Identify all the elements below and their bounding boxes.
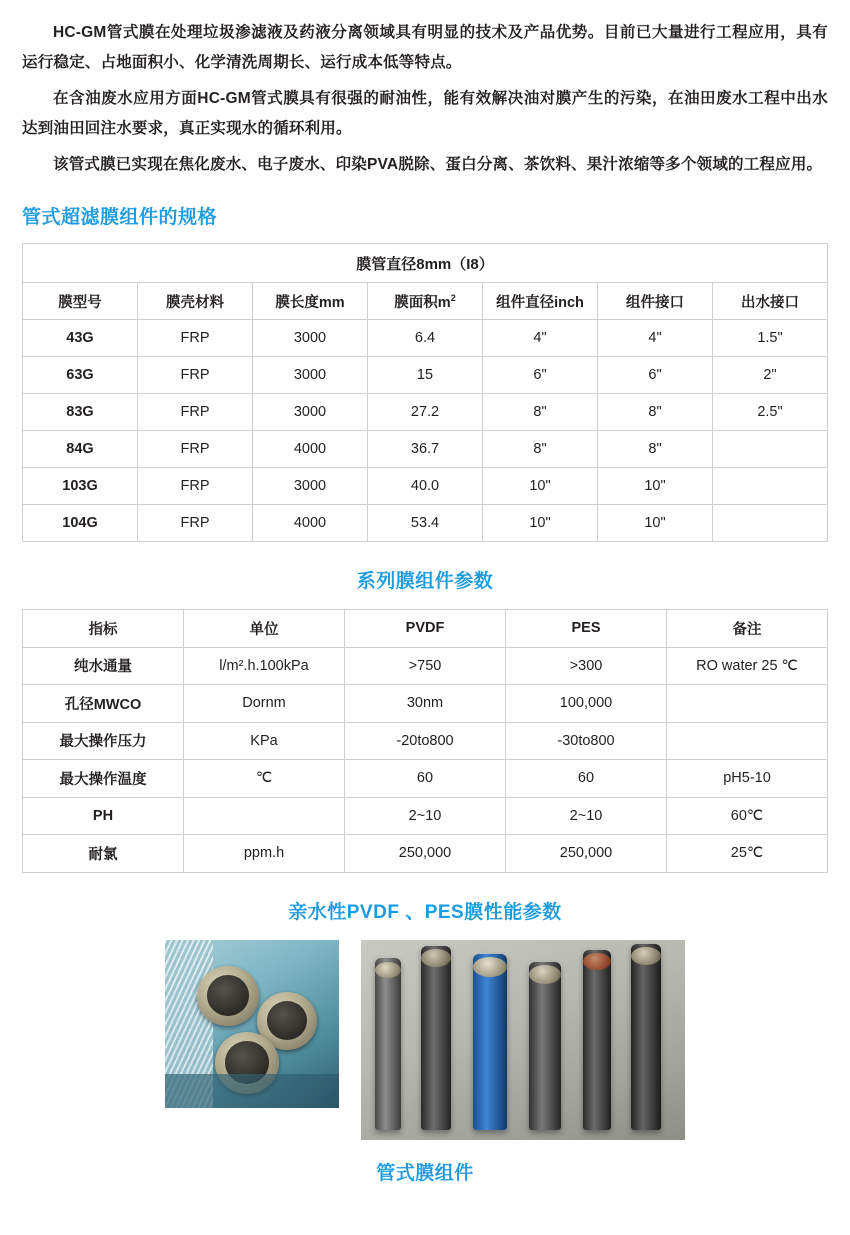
param-col-4: 备注 — [667, 610, 828, 648]
param-r5-c1: ppm.h — [184, 835, 345, 873]
spec-r4-c1: FRP — [138, 468, 253, 505]
spec-r2-c6: 2.5" — [713, 394, 828, 431]
spec-col-3 — [368, 283, 483, 320]
spec-r1-c2: 3000 — [253, 357, 368, 394]
table-row-merged-header — [23, 244, 828, 283]
spec-r0-c2: 3000 — [253, 320, 368, 357]
spec-r5-c4: 10" — [483, 505, 598, 542]
param-r2-c0: 最大操作压力 — [23, 722, 184, 760]
param-r5-c4: 25℃ — [667, 835, 828, 873]
spec-r4-c2: 3000 — [253, 468, 368, 505]
param-r2-c1: KPa — [184, 722, 345, 760]
spec-table — [22, 243, 828, 542]
spec-col-2: 膜长度mm — [253, 283, 368, 320]
param-r4-c0: PH — [23, 797, 184, 835]
spec-r1-c3: 15 — [368, 357, 483, 394]
spec-r4-c5: 10" — [598, 468, 713, 505]
spec-r0-c6: 1.5" — [713, 320, 828, 357]
spec-r4-c0: 103G — [23, 468, 138, 505]
spec-r4-c4: 10" — [483, 468, 598, 505]
param-r5-c2: 250,000 — [345, 835, 506, 873]
spec-r2-c5: 8" — [598, 394, 713, 431]
spec-col-3-label: 膜面积m — [394, 294, 451, 311]
photo-module-2-cap — [421, 949, 451, 967]
spec-r5-c6 — [713, 505, 828, 542]
spec-r0-c3: 6.4 — [368, 320, 483, 357]
param-r1-c1: Dornm — [184, 685, 345, 723]
photo-row — [22, 940, 828, 1140]
param-r4-c3: 2~10 — [506, 797, 667, 835]
param-r1-c2: 30nm — [345, 685, 506, 723]
photo-module-1 — [375, 958, 401, 1130]
table-row-header — [23, 610, 828, 648]
spec-r0-c0: 43G — [23, 320, 138, 357]
photo-caption: 管式膜组件 — [376, 1162, 474, 1184]
photo-module-6-cap — [631, 947, 661, 965]
spec-r2-c2: 3000 — [253, 394, 368, 431]
table-row — [23, 431, 828, 468]
intro-section — [22, 0, 828, 180]
photo-module-1-cap — [375, 962, 401, 978]
spec-r1-c5: 6" — [598, 357, 713, 394]
spec-r4-c6 — [713, 468, 828, 505]
param-r0-c2: >750 — [345, 647, 506, 685]
param-r2-c3: -30to800 — [506, 722, 667, 760]
spec-r4-c3: 40.0 — [368, 468, 483, 505]
spec-r1-c1: FRP — [138, 357, 253, 394]
param-r5-c0: 耐氯 — [23, 835, 184, 873]
spec-r5-c2: 4000 — [253, 505, 368, 542]
spec-col-6: 出水接口 — [713, 283, 828, 320]
table-row — [23, 394, 828, 431]
param-table — [22, 609, 828, 873]
spec-r2-c3: 27.2 — [368, 394, 483, 431]
spec-col-3-sup: 2 — [450, 292, 456, 303]
spec-r0-c5: 4" — [598, 320, 713, 357]
table-row — [23, 320, 828, 357]
param-r1-c4 — [667, 685, 828, 723]
spec-r3-c3: 36.7 — [368, 431, 483, 468]
param-r4-c4: 60℃ — [667, 797, 828, 835]
param-section-title: 系列膜组件参数 — [356, 571, 494, 592]
spec-r5-c3: 53.4 — [368, 505, 483, 542]
membrane-modules-photo — [361, 940, 685, 1140]
spec-r5-c0: 104G — [23, 505, 138, 542]
param-col-1: 单位 — [184, 610, 345, 648]
param-r0-c4: RO water 25 ℃ — [667, 647, 828, 685]
photo-module-3 — [473, 954, 507, 1130]
table-row-header — [23, 283, 828, 320]
photo-tube-end-1 — [197, 966, 259, 1026]
table-row — [23, 647, 828, 685]
photo-module-4-cap — [529, 965, 561, 984]
param-r2-c2: -20to800 — [345, 722, 506, 760]
spec-r1-c6: 2" — [713, 357, 828, 394]
spec-r3-c6 — [713, 431, 828, 468]
spec-r0-c1: FRP — [138, 320, 253, 357]
spec-merged-header: 膜管直径8mm（I8） — [23, 244, 828, 283]
param-col-3: PES — [506, 610, 667, 648]
table-row — [23, 505, 828, 542]
membrane-end-photo — [165, 940, 339, 1108]
spec-r3-c2: 4000 — [253, 431, 368, 468]
spec-r2-c0: 83G — [23, 394, 138, 431]
intro-paragraph-2: 在含油废水应用方面HC-GM管式膜具有很强的耐油性，能有效解决油对膜产生的污染，在油田废水工程中出水达到油田回注水要求，真正实现水的循环利用。 — [22, 90, 828, 137]
param-r3-c0: 最大操作温度 — [23, 760, 184, 798]
intro-paragraph-1: HC-GM管式膜在处理垃圾渗滤液及药液分离领域具有明显的技术及产品优势。目前已大量进行工程应用，具有运行稳定、占地面积小、化学清洗周期长、运行成本低等特点。 — [22, 24, 828, 71]
table-row — [23, 722, 828, 760]
param-r3-c3: 60 — [506, 760, 667, 798]
param-col-2: PVDF — [345, 610, 506, 648]
spec-r1-c0: 63G — [23, 357, 138, 394]
photo-section-title: 亲水性PVDF 、PES膜性能参数 — [288, 901, 562, 923]
spec-r3-c4: 8" — [483, 431, 598, 468]
table-row — [23, 797, 828, 835]
table-row — [23, 760, 828, 798]
photo-module-5 — [583, 950, 611, 1130]
spec-col-1: 膜壳材料 — [138, 283, 253, 320]
spec-section-title: 管式超滤膜组件的规格 — [22, 207, 218, 228]
intro-paragraph-3: 该管式膜已实现在焦化废水、电子废水、印染PVA脱除、蛋白分离、茶饮料、果汁浓缩等多个领域的工程应用。 — [53, 156, 823, 173]
param-r3-c4: pH5-10 — [667, 760, 828, 798]
spec-r3-c5: 8" — [598, 431, 713, 468]
spec-col-4: 组件直径inch — [483, 283, 598, 320]
photo-module-4 — [529, 962, 561, 1130]
param-r4-c1 — [184, 797, 345, 835]
param-r0-c1: l/m².h.100kPa — [184, 647, 345, 685]
table-row — [23, 357, 828, 394]
param-r2-c4 — [667, 722, 828, 760]
table-row — [23, 685, 828, 723]
table-row — [23, 468, 828, 505]
param-r1-c0: 孔径MWCO — [23, 685, 184, 723]
param-r0-c0: 纯水通量 — [23, 647, 184, 685]
param-r3-c1: ℃ — [184, 760, 345, 798]
spec-r3-c1: FRP — [138, 431, 253, 468]
spec-r3-c0: 84G — [23, 431, 138, 468]
spec-r5-c5: 10" — [598, 505, 713, 542]
photo-shadow-band — [165, 1074, 339, 1108]
photo-module-6 — [631, 944, 661, 1130]
photo-module-3-cap — [473, 957, 507, 977]
spec-col-5: 组件接口 — [598, 283, 713, 320]
photo-module-2 — [421, 946, 451, 1130]
spec-r5-c1: FRP — [138, 505, 253, 542]
param-r0-c3: >300 — [506, 647, 667, 685]
param-r5-c3: 250,000 — [506, 835, 667, 873]
spec-r2-c4: 8" — [483, 394, 598, 431]
param-r3-c2: 60 — [345, 760, 506, 798]
photo-module-5-cap — [583, 953, 611, 970]
param-r4-c2: 2~10 — [345, 797, 506, 835]
param-r1-c3: 100,000 — [506, 685, 667, 723]
param-col-0: 指标 — [23, 610, 184, 648]
spec-col-0: 膜型号 — [23, 283, 138, 320]
spec-r0-c4: 4" — [483, 320, 598, 357]
table-row — [23, 835, 828, 873]
spec-r2-c1: FRP — [138, 394, 253, 431]
spec-r1-c4: 6" — [483, 357, 598, 394]
